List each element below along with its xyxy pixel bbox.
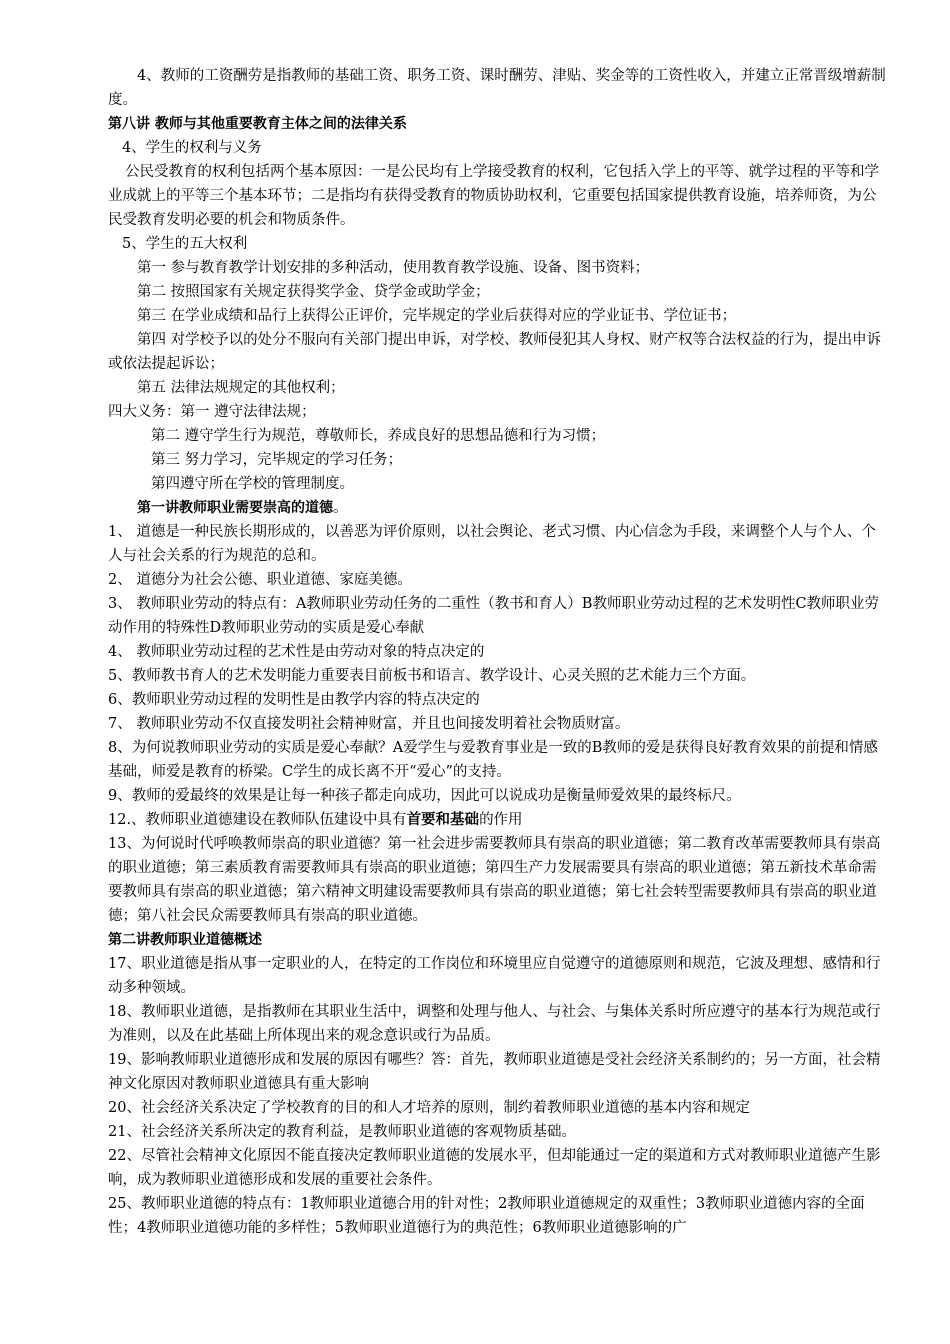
point-12-suffix: 的作用 [479, 812, 523, 828]
point-2: 2、 道德分为社会公德、职业道德、家庭美德。 [108, 572, 412, 588]
subheading-student-rights-duties: 4、学生的权利与义务 [122, 140, 262, 156]
point-8: 8、为何说教师职业劳动的实质是爱心奉献？A爱学生与爱教育事业是一致的B教师的爱是获得良好教育效果的前提和情感基础，师爱是教育的桥梁。C学生的成长离不开“爱心”的支持。 [108, 740, 878, 780]
point-5: 5、教师教书育人的艺术发明能力重要表目前板书和语言、教学设计、心灵关照的艺术能力三个方面。 [108, 668, 756, 684]
point-13: 13、为何说时代呼唤教师崇高的职业道德？第一社会进步需要教师具有崇高的职业道德；第二教育改革需要教师具有崇高的职业道德；第三素质教育需要教师具有崇高的职业道德；第四生产力发展需要具有崇高的职业道德；第五新技术革命需要教师具有崇高的职业道德；第六精神文明建设需要教师具有崇高的职业道德；第七社会转型需要教师具有崇高的职业道德；第八社会民众需要教师具有崇高的职业道德。 [108, 836, 881, 924]
subheading-five-rights: 5、学生的五大权利 [122, 236, 248, 252]
right-item-2: 第二 按照国家有关规定获得奖学金、贷学金或助学金； [137, 284, 490, 300]
duty-item-3: 第三 努力学习，完毕规定的学习任务； [151, 452, 403, 468]
point-1: 1、 道德是一种民族长期形成的，以善恶为评价原则，以社会舆论、老式习惯、内心信念为手段，来调整个人与个人、个人与社会关系的行为规范的总和。 [108, 524, 876, 564]
duty-item-1: 四大义务：第一 遵守法律法规； [108, 404, 316, 420]
right-item-1: 第一 参与教育教学计划安排的多种活动，使用教育教学设施、设备、图书资料； [137, 260, 650, 276]
heading-lecture-1-period: 。 [333, 500, 348, 516]
point-6: 6、教师职业劳动过程的发明性是由教学内容的特点决定的 [108, 692, 480, 708]
point-18: 18、教师职业道德，是指教师在其职业生活中，调整和处理与他人、与社会、与集体关系时所应遵守的基本行为规范或行为准则，以及在此基础上所体现出来的观念意识或行为品质。 [108, 1004, 881, 1044]
point-19: 19、影响教师职业道德形成和发展的原因有哪些？答：首先，教师职业道德是受社会经济关系制约的；另一方面，社会精神文化原因对教师职业道德具有重大影响 [108, 1052, 881, 1092]
right-item-3: 第三 在学业成绩和品行上获得公正评价，完毕规定的学业后获得对应的学业证书、学位证书； [137, 308, 737, 324]
point-12 [108, 808, 888, 832]
paragraph-right-to-education: 公民受教育的权利包括两个基本原因：一是公民均有上学接受教育的权利，它包括入学上的平等、就学过程的平等和学业成就上的平等三个基本环节；二是指均有获得受教育的物质协助权利，它重要包括国家提供教育设施，培养师资，为公民受教育发明必要的机会和物质条件。 [108, 164, 879, 228]
point-4: 4、 教师职业劳动过程的艺术性是由劳动对象的特点决定的 [108, 644, 485, 660]
right-item-5: 第五 法律法规规定的其他权利； [137, 380, 345, 396]
point-7: 7、 教师职业劳动不仅直接发明社会精神财富，并且也间接发明着社会物质财富。 [108, 716, 630, 732]
point-25: 25、教师职业道德的特点有：1教师职业道德合用的针对性；2教师职业道德规定的双重性；3教师职业道德内容的全面性；4教师职业道德功能的多样性；5教师职业道德行为的典范性；6教师职业道德影响的广 [108, 1196, 865, 1236]
point-17: 17、职业道德是指从事一定职业的人，在特定的工作岗位和环境里应自觉遵守的道德原则和规范，它波及理想、感情和行动多种领域。 [108, 956, 881, 996]
right-item-4: 第四 对学校予以的处分不服向有关部门提出申诉，对学校、教师侵犯其人身权、财产权等合法权益的行为，提出申诉或依法提起诉讼； [108, 332, 882, 372]
point-20: 20、社会经济关系决定了学校教育的目的和人才培养的原则，制约着教师职业道德的基本内容和规定 [108, 1100, 750, 1116]
point-21: 21、社会经济关系所决定的教育利益，是教师职业道德的客观物质基础。 [108, 1124, 576, 1140]
point-12-emphasis: 首要和基础 [406, 811, 480, 828]
heading-lecture-1: 第一讲教师职业需要崇高的道德 [137, 500, 333, 516]
duty-item-2: 第二 遵守学生行为规范，尊敬师长，养成良好的思想品德和行为习惯； [151, 428, 606, 444]
point-22: 22、尽管社会精神文化原因不能直接决定教师职业道德的发展水平，但却能通过一定的渠道和方式对教师职业道德产生影响，成为教师职业道德形成和发展的重要社会条件。 [108, 1148, 881, 1188]
paragraph-teacher-salary: 4、教师的工资酬劳是指教师的基础工资、职务工资、课时酬劳、津贴、奖金等的工资性收入，并建立正常晋级增薪制度。 [108, 68, 886, 108]
heading-lecture-1-line [108, 496, 888, 520]
duty-item-4: 第四遵守所在学校的管理制度。 [151, 476, 354, 492]
document-page [108, 64, 888, 1240]
point-9: 9、教师的爱最终的效果是让每一种孩子都走向成功，因此可以说成功是衡量师爱效果的最终标尺。 [108, 788, 741, 804]
heading-lecture-2: 第二讲教师职业道德概述 [108, 932, 262, 948]
point-12-prefix: 12.、教师职业道德建设在教师队伍建设中具有 [108, 812, 407, 828]
heading-lecture-8: 第八讲 教师与其他重要教育主体之间的法律关系 [108, 116, 407, 132]
point-3: 3、 教师职业劳动的特点有：A教师职业劳动任务的二重性（教书和育人）B教师职业劳动过程的艺术发明性C教师职业劳动作用的特殊性D教师职业劳动的实质是爱心奉献 [108, 596, 880, 636]
